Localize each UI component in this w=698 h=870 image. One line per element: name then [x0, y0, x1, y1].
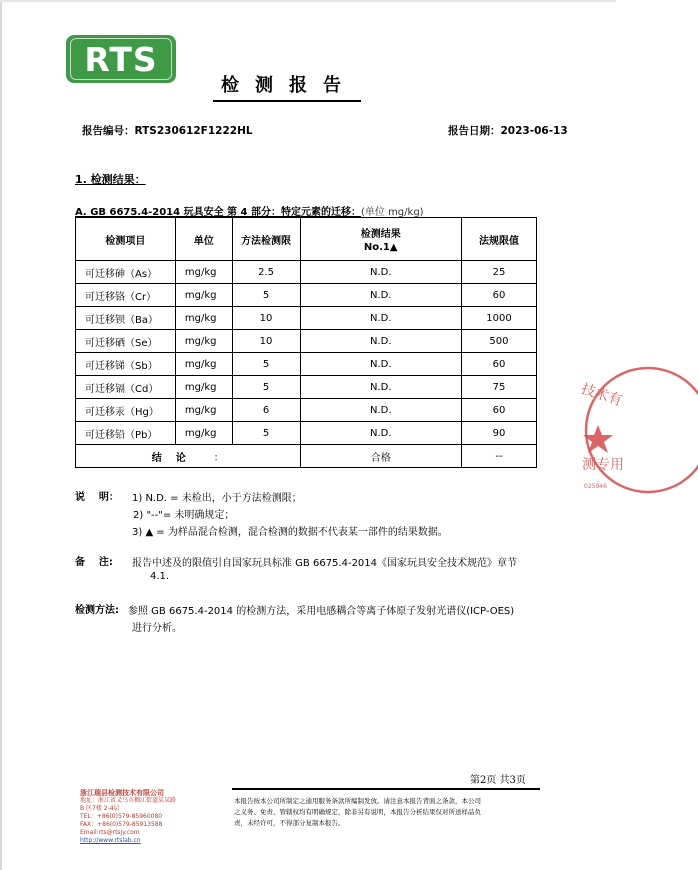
header-limit: 法规限值: [461, 218, 536, 261]
cell-mdl: 10: [232, 307, 300, 330]
table-row: [76, 399, 537, 422]
cell-unit: mg/kg: [175, 261, 232, 284]
header-result-sample: No.1▲: [363, 242, 398, 253]
company-address-2: B 区7楼 2-4层: [80, 805, 120, 812]
cell-result: N.D.: [300, 330, 461, 353]
table-row: [76, 422, 537, 445]
footer-divider: [232, 788, 540, 790]
footer-terms: [234, 796, 542, 829]
results-table: [75, 217, 537, 468]
page-number: 第2页 共3页: [470, 775, 526, 786]
cell-limit: 75: [461, 376, 536, 399]
footer-terms-line: 之义务、免责、管辖权均有明确规定，除非另有说明，本报告分析结果仅对所送样品负: [234, 808, 481, 816]
cell-mdl: 5: [232, 353, 300, 376]
cell-mdl: 5: [232, 422, 300, 445]
remark-line: 报告中述及的限值引自国家玩具标准 GB 6675.4-2014《国家玩具安全技术规范》章节: [132, 558, 518, 569]
table-row: [76, 284, 537, 307]
header-unit: 单位: [175, 218, 232, 261]
conclusion-label-cell: [76, 445, 301, 468]
table-header-row: [76, 218, 537, 261]
footer-terms-line: 本报告按本公司所制定之通用服务条款所编制发放。请注意本报告背面之条款，本公司: [234, 797, 481, 805]
report-date: [448, 123, 568, 138]
note-line: 3) ▲ = 为样品混合检测，混合检测的数据不代表某一部件的结果数据。: [132, 527, 448, 538]
page-edge-left: [0, 0, 2, 870]
cell-result: N.D.: [300, 307, 461, 330]
header-result: [300, 218, 461, 261]
cell-limit: 60: [461, 284, 536, 307]
cell-item: 可迁移铬（Cr）: [76, 284, 176, 307]
cell-result: N.D.: [300, 422, 461, 445]
cell-result: N.D.: [300, 399, 461, 422]
company-address: 地址：浙江省义乌市稠江街道某某路: [80, 797, 177, 804]
cell-item: 可迁移汞（Hg）: [76, 399, 176, 422]
cell-result: N.D.: [300, 376, 461, 399]
rts-logo-text: RTS: [84, 39, 158, 79]
cell-unit: mg/kg: [175, 353, 232, 376]
official-stamp: [578, 365, 698, 495]
cell-item: 可迁移砷（As）: [76, 261, 176, 284]
company-info: [80, 789, 176, 845]
cell-result: N.D.: [300, 353, 461, 376]
subsection-unit: (单位 mg/kg): [360, 207, 424, 218]
method-label: [75, 602, 119, 619]
conclusion-result: 合格: [300, 445, 461, 468]
report-number-label: 报告编号：: [82, 125, 135, 137]
company-email: Email:rts@rtsjy.com: [80, 829, 140, 836]
header-mdl: 方法检测限: [232, 218, 300, 261]
note-line: 2) "--"= 未明确规定；: [133, 510, 235, 521]
report-date-label: 报告日期：: [448, 125, 501, 137]
cell-mdl: 5: [232, 376, 300, 399]
cell-mdl: 10: [232, 330, 300, 353]
cell-unit: mg/kg: [175, 376, 232, 399]
notes-label: [75, 489, 119, 506]
conclusion-label: 结 论: [151, 452, 186, 464]
cell-limit: 1000: [461, 307, 536, 330]
company-fax: FAX：+86(0)579-85913588: [80, 821, 163, 828]
cell-mdl: 5: [232, 284, 300, 307]
cell-limit: 60: [461, 353, 536, 376]
table-row: [76, 307, 537, 330]
report-title: 检测报告: [213, 71, 361, 102]
note-line: 1) N.D. = 未检出，小于方法检测限；: [132, 493, 302, 504]
notes-label-text: 说 明：: [75, 492, 119, 503]
cell-limit: 60: [461, 399, 536, 422]
table-row: [76, 261, 537, 284]
header-result-label: 检测结果: [360, 229, 401, 240]
report-number-value: RTS230612F1222HL: [134, 125, 253, 137]
stamp-text: 技术有: [579, 381, 625, 410]
header-item: 检测项目: [76, 218, 176, 261]
cell-item: 可迁移锑（Sb）: [76, 353, 176, 376]
cell-limit: 25: [461, 261, 536, 284]
cell-mdl: 6: [232, 399, 300, 422]
cell-result: N.D.: [300, 284, 461, 307]
cell-unit: mg/kg: [175, 330, 232, 353]
company-tel: TEL：+86(0)579-85960080: [80, 813, 163, 820]
footer-terms-line: 责，未经许可，不得部分复制本报告。: [234, 819, 345, 827]
remark-line: 4.1.: [150, 571, 170, 582]
company-website-link[interactable]: http://www.rtslab.cn: [80, 837, 141, 844]
company-name: 浙江瑞县检测技术有限公司: [80, 789, 164, 797]
conclusion-row: [76, 445, 537, 468]
cell-item: 可迁移钡（Ba）: [76, 307, 176, 330]
page-edge-top: [0, 0, 616, 2]
rts-logo-inner: [70, 38, 172, 80]
cell-item: 可迁移硒（Se）: [76, 330, 176, 353]
table-row: [76, 376, 537, 399]
section-heading: 1. 检测结果：: [75, 173, 146, 186]
method-line: 参照 GB 6675.4-2014 的检测方法，采用电感耦合等离子体原子发射光谱仪(ICP-OES): [128, 606, 515, 617]
cell-unit: mg/kg: [175, 422, 232, 445]
remark-label-text: 备 注:: [75, 557, 113, 568]
stamp-text-2: 测专用: [582, 457, 624, 473]
subsection-heading: [75, 203, 424, 218]
cell-item: 可迁移镉（Cd）: [76, 376, 176, 399]
stamp-number: 025946: [584, 483, 607, 490]
table-row: [76, 330, 537, 353]
rts-logo: [66, 35, 176, 83]
cell-limit: 500: [461, 330, 536, 353]
cell-mdl: 2.5: [232, 261, 300, 284]
conclusion-colon: ：: [213, 452, 224, 464]
method-label-text: 检测方法:: [75, 605, 119, 616]
cell-limit: 90: [461, 422, 536, 445]
report-date-value: 2023-06-13: [500, 125, 568, 137]
cell-item: 可迁移铅（Pb）: [76, 422, 176, 445]
cell-unit: mg/kg: [175, 307, 232, 330]
remark-label: [75, 554, 113, 571]
table-row: [76, 353, 537, 376]
conclusion-limit: --: [461, 445, 536, 468]
subsection-standard: A. GB 6675.4-2014 玩具安全 第 4 部分：特定元素的迁移：: [75, 207, 361, 218]
report-number: [82, 123, 253, 138]
method-line: 进行分析。: [132, 623, 182, 634]
cell-result: N.D.: [300, 261, 461, 284]
cell-unit: mg/kg: [175, 284, 232, 307]
cell-unit: mg/kg: [175, 399, 232, 422]
